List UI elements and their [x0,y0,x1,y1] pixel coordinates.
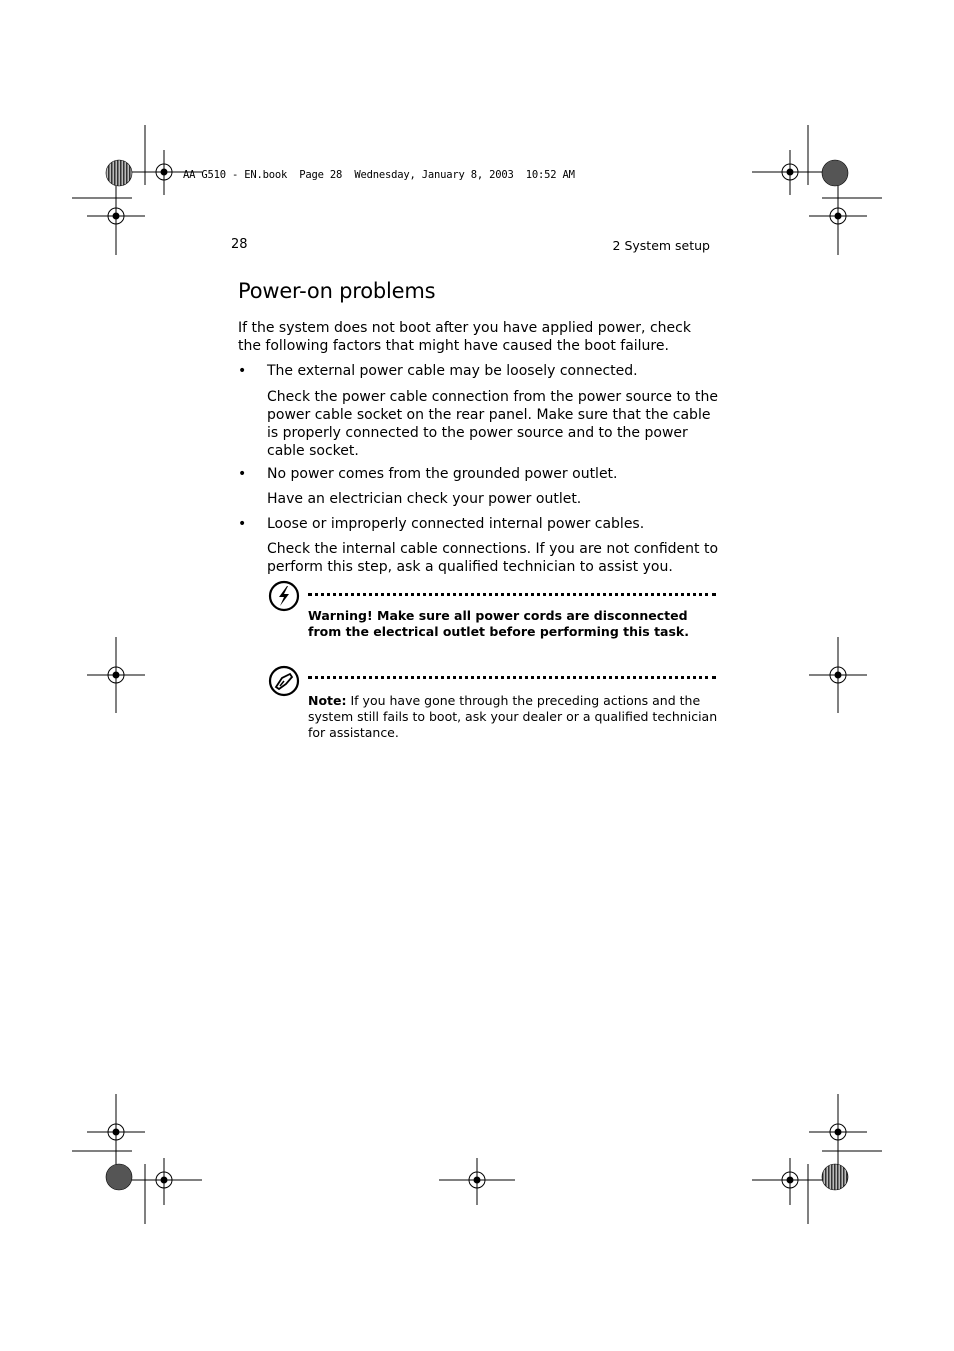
solution-paragraph: Have an electrician check your power outlet. [267,491,582,507]
pen-hand-icon [268,665,300,697]
problem-item: Loose or improperly connected internal power cables. [267,516,645,532]
bullet: • [238,363,247,379]
page-number: 28 [231,237,248,252]
warning-divider [308,593,716,596]
page-title: Power-on problems [238,279,436,303]
bullet: • [238,516,247,532]
note-label: Note: [308,693,347,708]
running-header-section: 2 System setup [612,238,710,253]
print-slug: AA G510 - EN.book Page 28 Wednesday, January 8, 2003 10:52 AM [183,169,575,181]
note-body: If you have gone through the preceding actions and the system still fails to boot, ask your dealer or a qualified technician for assistance. [308,693,718,740]
warning-text: Warning! Make sure all power cords are disconnected from the electrical outlet before performing this task. [308,608,689,639]
note-text [308,693,718,741]
note-divider [308,676,716,679]
intro-paragraph: If the system does not boot after you have applied power, check the following factors that might have caused the boot failure. [238,320,691,354]
bullet: • [238,466,247,482]
problem-item: The external power cable may be loosely connected. [267,363,638,379]
solution-paragraph: Check the internal cable connections. If you are not confident to perform this step, ask a qualified technician to assist you. [267,541,719,575]
lightning-bolt-icon [268,580,300,612]
problem-item: No power comes from the grounded power outlet. [267,466,618,482]
solution-paragraph: Check the power cable connection from the power source to the power cable socket on the rear panel. Make sure that the cable is properly connected to the power source and to the power cable socket. [267,389,718,459]
